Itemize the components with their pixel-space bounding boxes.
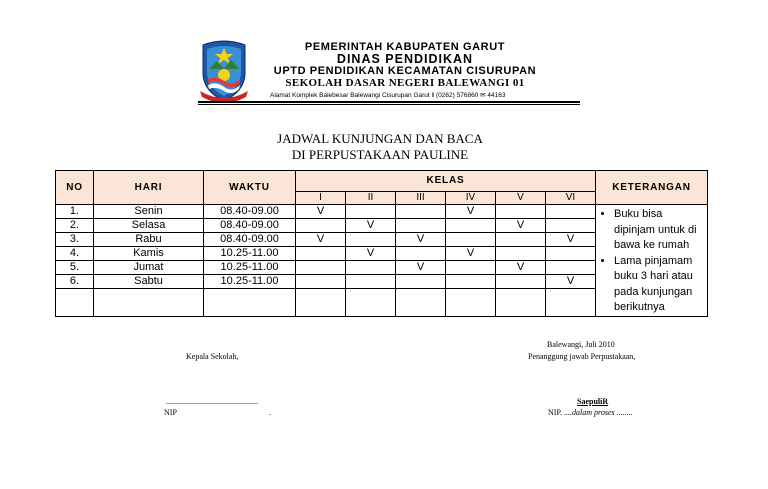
row-hari: Jumat	[94, 260, 204, 274]
col-header-hari: HARI	[94, 171, 204, 205]
right-nip-value: ....dalam proses ........	[564, 408, 633, 417]
kelas-col-header: I	[296, 192, 346, 205]
empty-cell	[446, 288, 496, 316]
row-hari: Rabu	[94, 232, 204, 246]
row-hari: Selasa	[94, 218, 204, 232]
empty-cell	[346, 288, 396, 316]
right-signer-role: Penanggung jawab Perpustakaan,	[528, 352, 636, 361]
row-mark: V	[446, 246, 496, 260]
keterangan-list	[596, 207, 705, 316]
row-no: 2.	[56, 218, 94, 232]
row-mark: V	[296, 205, 346, 219]
row-mark: V	[496, 218, 546, 232]
row-mark	[346, 274, 396, 288]
address-phone: (0262) 576860	[436, 92, 481, 99]
header-school-name: SEKOLAH DASAR NEGERI BALEWANGI 01	[285, 77, 525, 89]
row-mark: V	[546, 274, 596, 288]
right-nip-label: NIP.	[548, 408, 565, 417]
row-mark	[446, 274, 496, 288]
row-mark	[396, 246, 446, 260]
row-waktu: 10.25-11.00	[204, 246, 296, 260]
empty-cell	[204, 288, 296, 316]
document-title: JADWAL KUNJUNGAN DAN BACA	[277, 131, 483, 146]
keterangan-item: • Buku bisa dipinjam untuk di bawa ke rumah	[614, 207, 705, 254]
row-mark	[346, 205, 396, 219]
row-waktu: 08.40-09.00	[204, 205, 296, 219]
row-mark	[546, 246, 596, 260]
empty-cell	[296, 288, 346, 316]
col-header-kelas: KELAS	[296, 171, 596, 192]
right-signer-name: SaepuliR	[577, 397, 609, 406]
row-mark	[496, 205, 546, 219]
row-mark	[346, 232, 396, 246]
left-signature-dots: ..............................................	[166, 397, 258, 406]
place-date: Balewangi, Juli 2010	[547, 340, 615, 349]
letterhead-thick-rule	[198, 101, 580, 103]
empty-cell	[94, 288, 204, 316]
header-address	[270, 91, 505, 99]
col-header-keterangan: KETERANGAN	[596, 171, 708, 205]
row-mark	[496, 232, 546, 246]
right-nip	[548, 408, 633, 417]
row-mark	[396, 218, 446, 232]
address-separator: ‖	[431, 92, 437, 99]
row-mark	[346, 260, 396, 274]
row-mark	[396, 205, 446, 219]
row-no: 4.	[56, 246, 94, 260]
row-waktu: 10.25-11.00	[204, 260, 296, 274]
row-hari: Kamis	[94, 246, 204, 260]
row-mark	[446, 218, 496, 232]
left-nip-end: .	[269, 408, 271, 417]
kelas-col-header: IV	[446, 192, 496, 205]
empty-cell	[546, 288, 596, 316]
row-mark	[496, 274, 546, 288]
empty-cell	[56, 288, 94, 316]
row-mark: V	[496, 260, 546, 274]
left-signer-role: Kepala Sekolah,	[186, 352, 239, 361]
row-hari: Senin	[94, 205, 204, 219]
row-waktu: 08.40-09.00	[204, 218, 296, 232]
col-header-no: NO	[56, 171, 94, 205]
kelas-col-header: VI	[546, 192, 596, 205]
header-government: PEMERINTAH KABUPATEN GARUT	[304, 41, 506, 53]
row-mark	[296, 218, 346, 232]
keterangan-item: • Lama pinjamam buku 3 hari atau pada kunjungan berikutnya	[614, 254, 705, 316]
envelope-icon: ✉	[480, 92, 486, 99]
row-mark	[446, 232, 496, 246]
row-mark: V	[396, 232, 446, 246]
row-no: 3.	[56, 232, 94, 246]
row-mark: V	[346, 246, 396, 260]
row-no: 5.	[56, 260, 94, 274]
row-mark	[546, 218, 596, 232]
address-text: Alamat Komplek Balebesar Balewangi Cisurupan Garut	[270, 92, 432, 99]
address-postal: 44163	[485, 92, 506, 99]
row-mark: V	[396, 260, 446, 274]
empty-cell	[396, 288, 446, 316]
row-mark	[296, 274, 346, 288]
empty-cell	[496, 288, 546, 316]
keterangan-cell	[596, 205, 708, 317]
kelas-col-header: II	[346, 192, 396, 205]
row-mark	[396, 274, 446, 288]
row-waktu: 08.40-09.00	[204, 232, 296, 246]
left-nip-label: NIP	[164, 408, 177, 417]
row-mark	[296, 246, 346, 260]
table-header-row	[56, 171, 708, 192]
kelas-col-header: III	[396, 192, 446, 205]
row-mark: V	[546, 232, 596, 246]
row-mark: V	[296, 232, 346, 246]
col-header-waktu: WAKTU	[204, 171, 296, 205]
row-mark: V	[446, 205, 496, 219]
row-mark	[546, 205, 596, 219]
header-department: DINAS PENDIDIKAN	[336, 52, 474, 66]
row-mark	[296, 260, 346, 274]
row-mark	[446, 260, 496, 274]
row-mark: V	[346, 218, 396, 232]
header-uptd: UPTD PENDIDIKAN KECAMATAN CISURUPAN	[273, 65, 537, 77]
kelas-col-header: V	[496, 192, 546, 205]
row-hari: Sabtu	[94, 274, 204, 288]
document-subtitle: DI PERPUSTAKAAN PAULINE	[291, 147, 469, 162]
row-mark	[546, 260, 596, 274]
row-waktu: 10.25-11.00	[204, 274, 296, 288]
row-no: 6.	[56, 274, 94, 288]
schedule-table	[55, 170, 708, 317]
table-row	[56, 205, 708, 219]
row-no: 1.	[56, 205, 94, 219]
letterhead-thin-rule	[198, 104, 580, 105]
row-mark	[496, 246, 546, 260]
